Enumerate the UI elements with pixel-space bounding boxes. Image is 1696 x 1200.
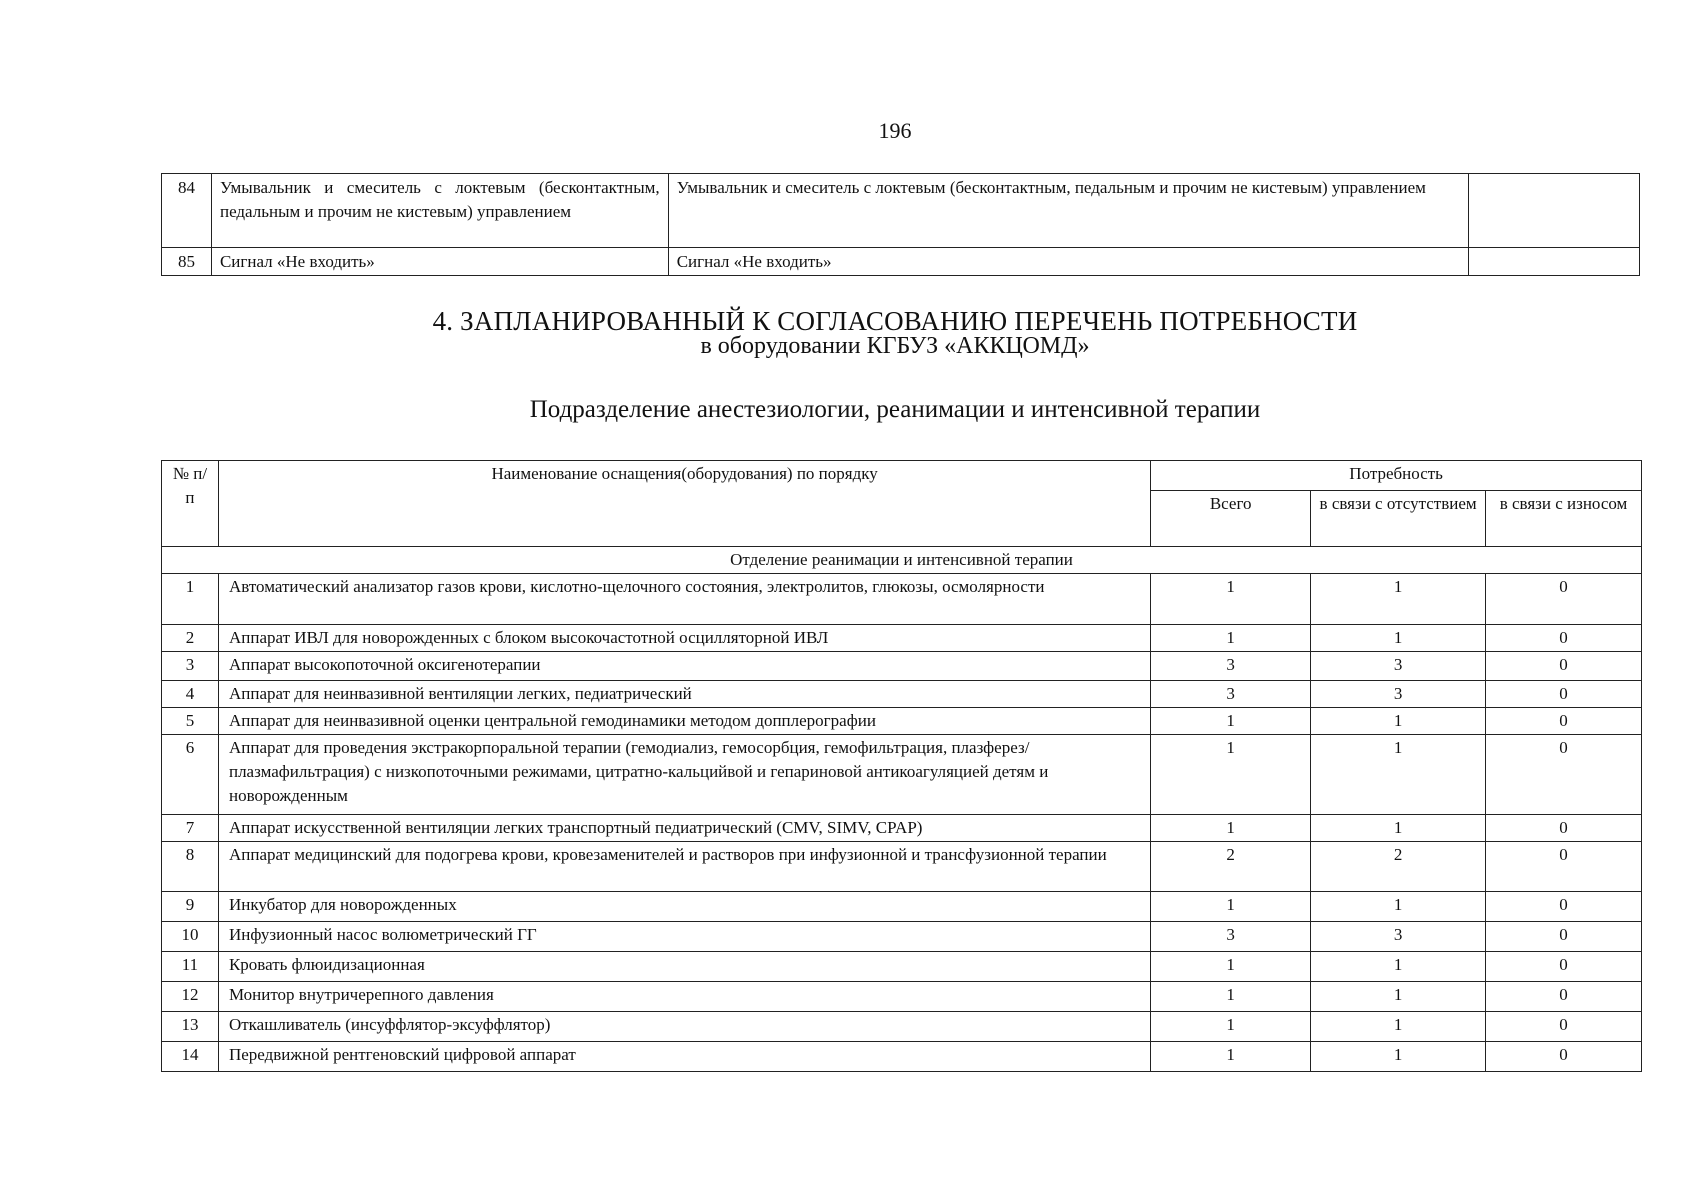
item-description: Умывальник и смеситель с локтевым (бесконтактным, педальным и прочим не кистевым) управлением (668, 174, 1468, 248)
row-number: 6 (162, 735, 219, 815)
header-total: Всего (1151, 491, 1311, 547)
row-number: 11 (162, 952, 219, 982)
item-extra (1469, 248, 1640, 276)
table-row (162, 625, 1642, 652)
row-number: 8 (162, 842, 219, 892)
header-need: Потребность (1151, 461, 1642, 491)
item-name: Умывальник и смеситель с локтевым (бесконтактным, педальным и прочим не кистевым) управлением (211, 174, 668, 248)
section-title: 4. ЗАПЛАНИРОВАННЫЙ К СОГЛАСОВАНИЮ ПЕРЕЧЕНЬ ПОТРЕБНОСТИ (432, 306, 1358, 336)
need-absence: 1 (1311, 952, 1486, 982)
need-absence: 1 (1311, 708, 1486, 735)
need-absence: 3 (1311, 681, 1486, 708)
need-wear: 0 (1486, 625, 1642, 652)
need-wear: 0 (1486, 681, 1642, 708)
row-number: 85 (162, 248, 212, 276)
equipment-name: Аппарат медицинский для подогрева крови, кровезаменителей и растворов при инфузионной и трансфузионной терапии (218, 842, 1150, 892)
row-number: 84 (162, 174, 212, 248)
need-total: 1 (1151, 1042, 1311, 1072)
need-wear: 0 (1486, 652, 1642, 681)
need-absence: 2 (1311, 842, 1486, 892)
need-absence: 1 (1311, 815, 1486, 842)
row-number: 12 (162, 982, 219, 1012)
need-total: 1 (1151, 574, 1311, 625)
group-row: Отделение реанимации и интенсивной терапии (162, 547, 1642, 574)
need-wear: 0 (1486, 982, 1642, 1012)
need-total: 1 (1151, 815, 1311, 842)
page-number: 196 (878, 118, 912, 143)
equipment-name: Аппарат для проведения экстракорпоральной терапии (гемодиализ, гемосорбция, гемофильтрация, плазферез/плазмафильтрация) с низкопоточными режимами, цитратно-кальцийвой и гепариновой антикоагуляцией детям и новорожденным (218, 735, 1150, 815)
department-title: Подразделение анестезиологии, реанимации и интенсивной терапии (529, 396, 1261, 423)
need-total: 1 (1151, 708, 1311, 735)
row-number: 5 (162, 708, 219, 735)
row-number: 7 (162, 815, 219, 842)
need-absence: 3 (1311, 652, 1486, 681)
need-wear: 0 (1486, 815, 1642, 842)
table-row (162, 174, 1640, 248)
table-row (162, 892, 1642, 922)
need-total: 3 (1151, 922, 1311, 952)
need-total: 1 (1151, 952, 1311, 982)
equipment-name: Аппарат для неинвазивной вентиляции легких, педиатрический (218, 681, 1150, 708)
table-row (162, 681, 1642, 708)
need-absence: 1 (1311, 625, 1486, 652)
item-name: Сигнал «Не входить» (211, 248, 668, 276)
need-absence: 1 (1311, 574, 1486, 625)
equipment-name: Аппарат искусственной вентиляции легких транспортный педиатрический (CMV, SIMV, CPAP) (218, 815, 1150, 842)
row-number: 2 (162, 625, 219, 652)
need-total: 1 (1151, 1012, 1311, 1042)
need-wear: 0 (1486, 842, 1642, 892)
need-wear: 0 (1486, 1042, 1642, 1072)
need-total: 1 (1151, 625, 1311, 652)
need-total: 1 (1151, 982, 1311, 1012)
need-wear: 0 (1486, 952, 1642, 982)
need-total: 3 (1151, 652, 1311, 681)
table-row (162, 1012, 1642, 1042)
table-row (162, 952, 1642, 982)
row-number: 1 (162, 574, 219, 625)
table-row (162, 735, 1642, 815)
equipment-name: Автоматический анализатор газов крови, кислотно-щелочного состояния, электролитов, глюкозы, осмолярности (218, 574, 1150, 625)
equipment-name: Аппарат ИВЛ для новорожденных с блоком высокочастотной осцилляторной ИВЛ (218, 625, 1150, 652)
table-row (162, 815, 1642, 842)
need-wear: 0 (1486, 708, 1642, 735)
row-number: 3 (162, 652, 219, 681)
need-absence: 1 (1311, 1042, 1486, 1072)
equipment-needs-table (161, 460, 1642, 1072)
equipment-name: Откашливатель (инсуффлятор-эксуффлятор) (218, 1012, 1150, 1042)
need-total: 3 (1151, 681, 1311, 708)
equipment-name: Кровать флюидизационная (218, 952, 1150, 982)
need-wear: 0 (1486, 574, 1642, 625)
need-wear: 0 (1486, 1012, 1642, 1042)
need-total: 1 (1151, 892, 1311, 922)
table-row (162, 842, 1642, 892)
need-wear: 0 (1486, 892, 1642, 922)
equipment-name: Инфузионный насос волюметрический ГГ (218, 922, 1150, 952)
continued-equipment-table (161, 173, 1640, 276)
need-total: 1 (1151, 735, 1311, 815)
equipment-name: Аппарат для неинвазивной оценки центральной гемодинамики методом допплерографии (218, 708, 1150, 735)
row-number: 13 (162, 1012, 219, 1042)
equipment-name: Аппарат высокопоточной оксигенотерапии (218, 652, 1150, 681)
need-wear: 0 (1486, 922, 1642, 952)
row-number: 4 (162, 681, 219, 708)
need-total: 2 (1151, 842, 1311, 892)
equipment-name: Монитор внутричерепного давления (218, 982, 1150, 1012)
header-name: Наименование оснащения(оборудования) по порядку (218, 461, 1150, 547)
need-absence: 3 (1311, 922, 1486, 952)
row-number: 14 (162, 1042, 219, 1072)
row-number: 9 (162, 892, 219, 922)
table-row (162, 1042, 1642, 1072)
table-row (162, 248, 1640, 276)
section-subtitle: в оборудовании КГБУЗ «АККЦОМД» (700, 333, 1090, 359)
need-wear: 0 (1486, 735, 1642, 815)
header-wear: в связи с износом (1486, 491, 1642, 547)
header-num: № п/п (162, 461, 219, 547)
table-row (162, 652, 1642, 681)
table-row (162, 922, 1642, 952)
table-row (162, 708, 1642, 735)
table-row (162, 574, 1642, 625)
equipment-name: Передвижной рентгеновский цифровой аппарат (218, 1042, 1150, 1072)
need-absence: 1 (1311, 735, 1486, 815)
item-description: Сигнал «Не входить» (668, 248, 1468, 276)
need-absence: 1 (1311, 892, 1486, 922)
table-row (162, 982, 1642, 1012)
row-number: 10 (162, 922, 219, 952)
need-absence: 1 (1311, 1012, 1486, 1042)
equipment-name: Инкубатор для новорожденных (218, 892, 1150, 922)
need-absence: 1 (1311, 982, 1486, 1012)
header-absence: в связи с отсутствием (1311, 491, 1486, 547)
item-extra (1469, 174, 1640, 248)
